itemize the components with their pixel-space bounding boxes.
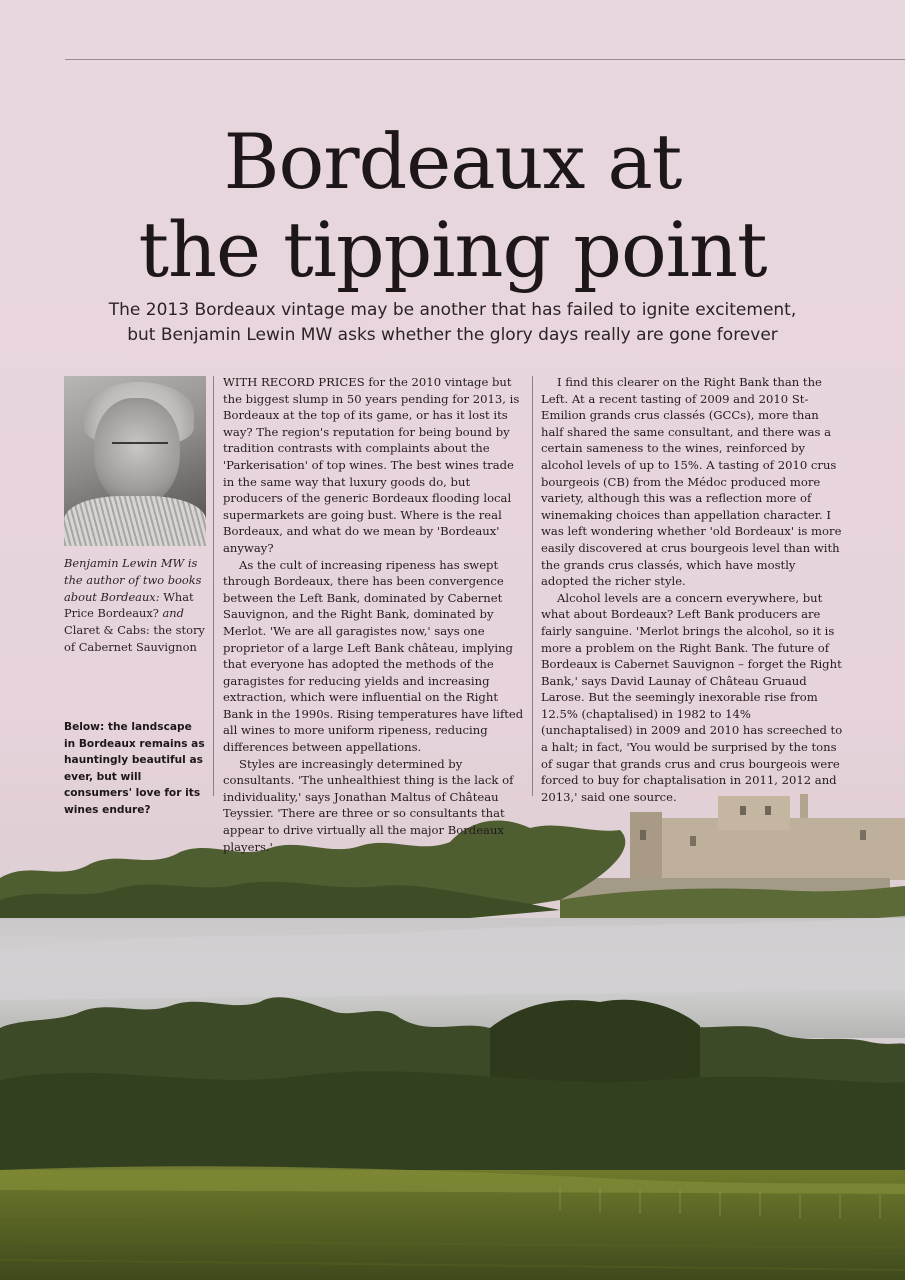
col1-paragraph-3: Styles are increasingly determined by consultants. 'The unhealthiest thing is the lack of individuality,' says Jonathan Maltus of Château Teyssier. 'There are three or so consultants that appear to drive virtually all the major Bordeaux players.' xyxy=(223,756,514,854)
headline-line-1: Bordeaux at xyxy=(223,117,682,206)
author-caption xyxy=(64,555,206,656)
column-divider-2 xyxy=(532,376,533,796)
standfirst-line-2: but Benjamin Lewin MW asks whether the glory days really are gone forever xyxy=(127,325,778,345)
book-title-1: What Price Bordeaux? xyxy=(64,589,194,621)
author-caption-text: Benjamin Lewin MW is the author of two books about Bordeaux: xyxy=(64,556,202,604)
top-rule xyxy=(65,59,905,60)
column-divider-1 xyxy=(213,376,214,796)
col2-paragraph-2: Alcohol levels are a concern everywhere, but what about Bordeaux? Left Bank producers are fairly sanguine. 'Merlot brings the alcohol, so it is more a problem on the Right Bank. The future of Bordeaux is Cabernet Sauvignon – forget the Right Bank,' says David Launay of Château Gruaud Larose. But the seemingly inexorable rise from 12.5% (chaptalised) in 1982 to 14% (unchaptalised) in 2009 and 2010 has screeched to a halt; in fact, 'You would be surprised by the tons of sugar that grands crus and crus bourgeois were forced to buy for chaptalisation in 2011, 2012 and 2013,' said one source. xyxy=(541,590,843,804)
lead-in: WITH RECORD PRICES xyxy=(223,375,365,389)
standfirst xyxy=(60,298,845,348)
column-1 xyxy=(223,374,525,855)
col2-paragraph-1: I find this clearer on the Right Bank than the Left. At a recent tasting of 2009 and 2010 St-Emilion grands crus classés (GCCs), more than half shared the same consultant, and there was a certain sameness to the wines, reinforced by alcohol levels of up to 15%. A tasting of 2010 crus bourgeois (CB) from the Médoc produced more variety, although this was a reflection more of winemaking choices than appellation character. I was left wondering whether 'old Bordeaux' is more easily discovered at crus bourgeois level than with the grands crus classés, which have mostly adopted the richer style. xyxy=(541,375,842,589)
landscape-photo xyxy=(0,790,905,1280)
col1-paragraph-2: As the cult of increasing ripeness has swept through Bordeaux, there has been convergence between the Left Bank, dominated by Cabernet Sauvignon, and the Right Bank, dominated by Merlot. 'We are all garagistes now,' says one proprietor of a large Left Bank château, implying that everyone has adopted the methods of the garagistes for reducing yields and increasing extraction, which were influential on the Right Bank in the 1990s. Rising temperatures have lifted all wines to more uniform ripeness, reducing differences between appellations. xyxy=(223,557,524,755)
col1-paragraph-1-text: for the 2010 vintage but the biggest slump in 50 years pending for 2013, is Bordeaux at the top of its game, or has it lost its way? The region's reputation for being bound by tradition contrasts with complaints about the 'Parkerisation' of top wines. The best wines trade in the same way that luxury goods do, but producers of the generic Bordeaux flooding local supermarkets are going bust. Where is the real Bordeaux, and what do we mean by 'Bordeaux' anyway? xyxy=(223,375,520,555)
col1-paragraph-1 xyxy=(223,374,525,557)
book-title-2: Claret & Cabs: the story of Cabernet Sauvignon xyxy=(64,623,205,654)
headline-line-2: the tipping point xyxy=(138,205,767,294)
headline xyxy=(0,118,905,294)
column-2 xyxy=(541,374,843,805)
author-caption-and: and xyxy=(158,606,184,621)
photo-caption: Below: the landscape in Bordeaux remains as hauntingly beautiful as ever, but will consumers' love for its wines endure? xyxy=(64,721,205,816)
standfirst-line-1: The 2013 Bordeaux vintage may be another that has failed to ignite excitement, xyxy=(108,300,797,320)
author-photo xyxy=(64,376,206,546)
